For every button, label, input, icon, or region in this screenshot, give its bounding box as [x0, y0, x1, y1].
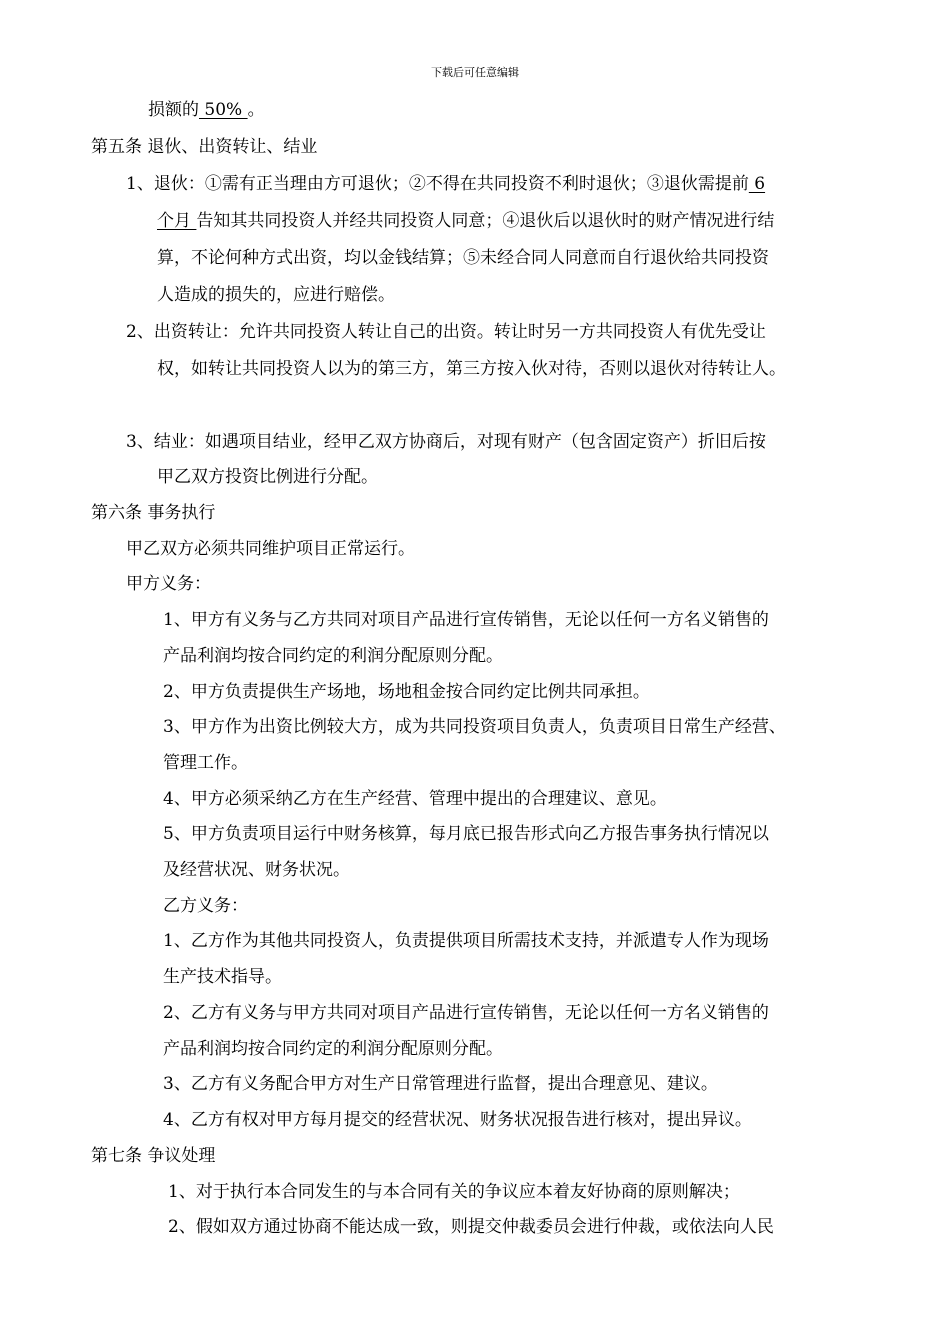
text-line: 产品利润均按合同约定的利润分配原则分配。 — [163, 1039, 503, 1059]
subsection-title: 甲方义务： — [126, 574, 211, 594]
text-line: 2、出资转让：允许共同投资人转让自己的出资。转让时另一方共同投资人有优先受让 — [126, 322, 766, 342]
text-line: 算，不论何种方式出资，均以金钱结算；⑤未经合同人同意而自行退伙给共同投资 — [157, 248, 769, 268]
text-line: 及经营状况、财务状况。 — [163, 860, 350, 880]
text-line: 1、对于执行本合同发生的与本合同有关的争议应本着友好协商的原则解决； — [168, 1182, 740, 1202]
text-line: 4、乙方有权对甲方每月提交的经营状况、财务状况报告进行核对，提出异议。 — [163, 1110, 752, 1130]
text-line: 人造成的损失的，应进行赔偿。 — [157, 285, 395, 305]
subsection-title: 乙方义务： — [163, 896, 248, 916]
text-line: 个月 告知其共同投资人并经共同投资人同意；④退伙后以退伙时的财产情况进行结 — [157, 211, 775, 231]
text-line: 2、甲方负责提供生产场地，场地租金按合同约定比例共同承担。 — [163, 682, 650, 702]
text-line: 1、乙方作为其他共同投资人，负责提供项目所需技术支持，并派遣专人作为现场 — [163, 931, 769, 951]
text-line: 5、甲方负责项目运行中财务核算，每月底已报告形式向乙方报告事务执行情况以 — [163, 824, 769, 844]
text-line: 管理工作。 — [163, 753, 248, 773]
text-line: 3、甲方作为出资比例较大方，成为共同投资项目负责人，负责项目日常生产经营、 — [163, 717, 786, 737]
text-line: 1、甲方有义务与乙方共同对项目产品进行宣传销售，无论以任何一方名义销售的 — [163, 610, 769, 630]
underlined-value: 50% — [199, 100, 248, 120]
text-line: 2、乙方有义务与甲方共同对项目产品进行宣传销售，无论以任何一方名义销售的 — [163, 1003, 769, 1023]
text-line: 权，如转让共同投资人以为的第三方，第三方按入伙对待，否则以退伙对待转让人。 — [157, 359, 786, 379]
underlined-value: 6 — [748, 174, 766, 194]
text-line: 1、退伙：①需有正当理由方可退伙；②不得在共同投资不利时退伙；③退伙需提前 6 — [126, 174, 766, 194]
text-line: 3、乙方有义务配合甲方对生产日常管理进行监督，提出合理意见、建议。 — [163, 1074, 718, 1094]
section-title: 第五条 退伙、出资转让、结业 — [91, 137, 318, 157]
section-title: 第七条 争议处理 — [91, 1146, 216, 1166]
text-line: 4、甲方必须采纳乙方在生产经营、管理中提出的合理建议、意见。 — [163, 789, 667, 809]
underlined-value: 个月 — [157, 211, 197, 231]
text-line: 甲乙双方投资比例进行分配。 — [157, 467, 378, 487]
text-line: 甲乙双方必须共同维护项目正常运行。 — [126, 539, 415, 559]
text-line: 损额的 50% 。 — [148, 100, 265, 120]
section-title: 第六条 事务执行 — [91, 503, 216, 523]
text-line: 3、结业：如遇项目结业，经甲乙双方协商后，对现有财产（包含固定资产）折旧后按 — [126, 432, 766, 452]
text-line: 生产技术指导。 — [163, 967, 282, 987]
text-line: 产品利润均按合同约定的利润分配原则分配。 — [163, 646, 503, 666]
page-header: 下载后可任意编辑 — [431, 66, 519, 79]
text-line: 2、假如双方通过协商不能达成一致，则提交仲裁委员会进行仲裁，或依法向人民 — [168, 1217, 774, 1237]
